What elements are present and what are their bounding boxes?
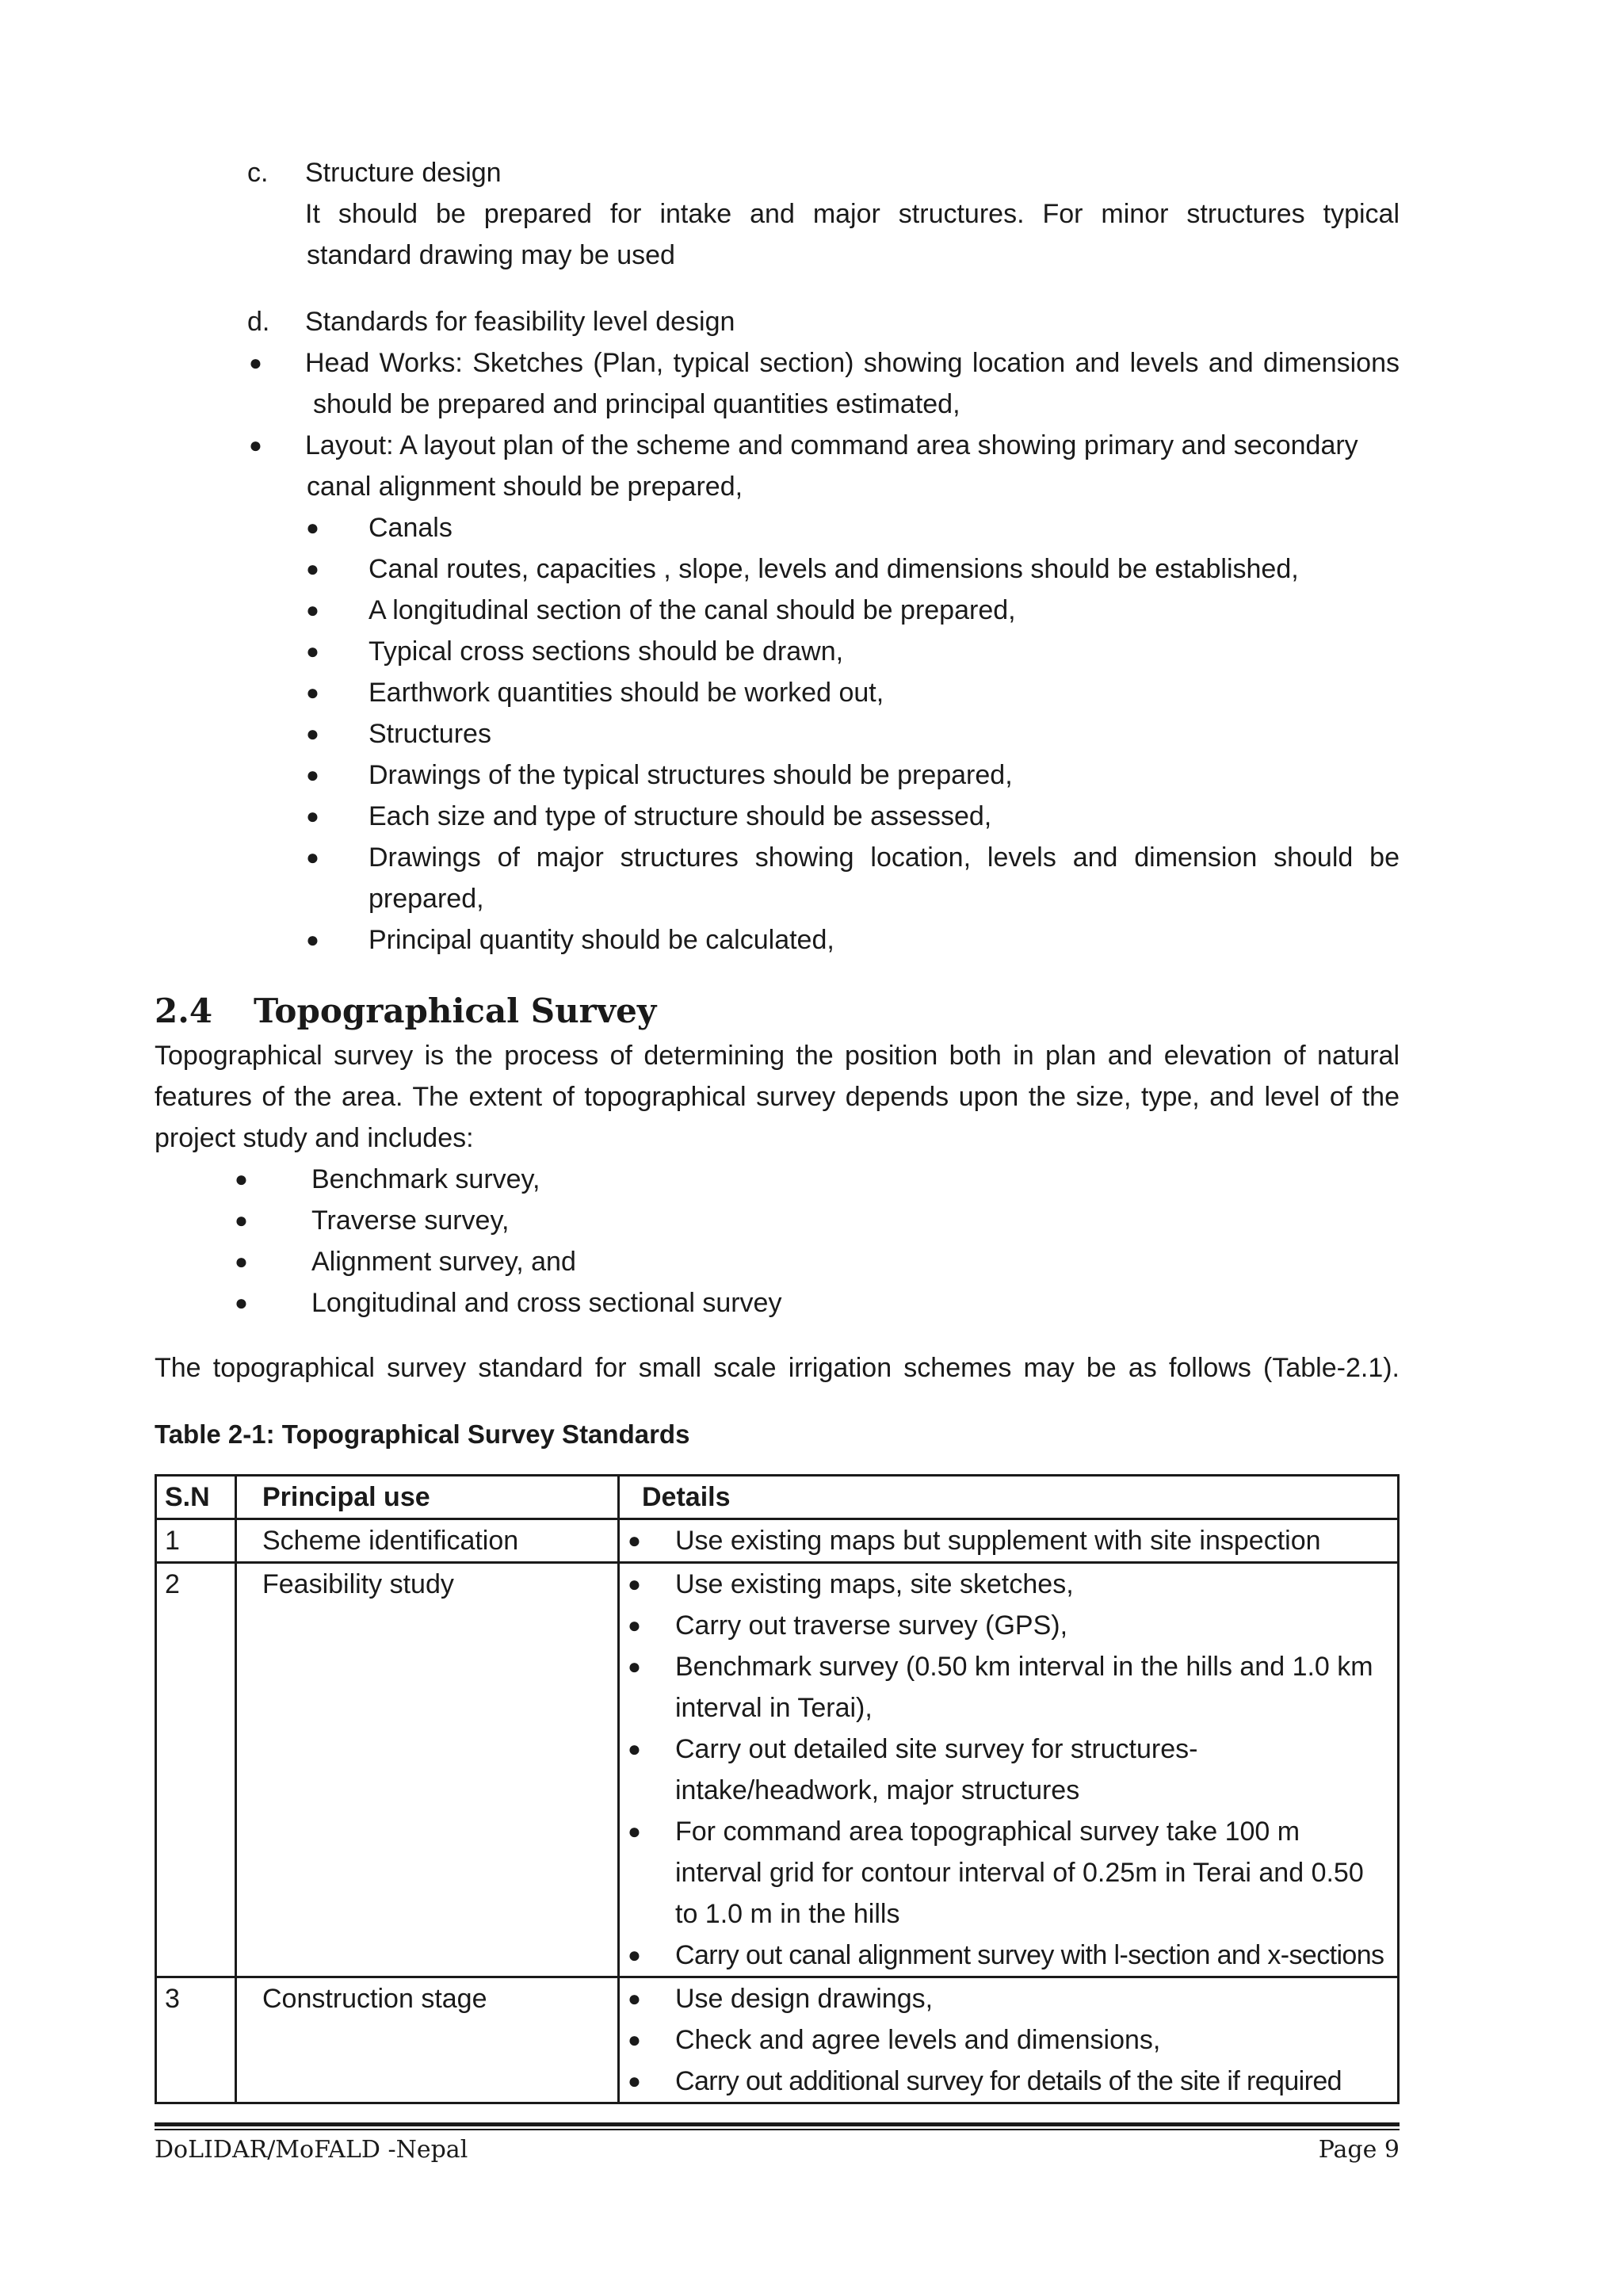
bullet-icon: ● [306, 721, 319, 746]
detail-item: ● Carry out detailed site survey for structures-intake/headwork, major structures [620, 1729, 1397, 1811]
cell-principal-use: Scheme identification [236, 1519, 619, 1563]
sub-item: Each size and type of structure should be assessed, [369, 801, 992, 831]
footer-page-number: Page 9 [1318, 2136, 1400, 2164]
footer-rule-thin [155, 2129, 1400, 2130]
section-c-marker: c. [247, 158, 269, 188]
cell-details [619, 1977, 1399, 2103]
survey-item: Benchmark survey, [311, 1164, 540, 1194]
bullet-icon: ● [628, 2027, 641, 2052]
bullet-icon: ● [249, 350, 262, 375]
bullet-icon: ● [628, 1819, 641, 1843]
bullet-icon: ● [306, 762, 319, 787]
headworks-line2: should be prepared and principal quantities estimated, [313, 389, 960, 419]
survey-item: Longitudinal and cross sectional survey [311, 1288, 782, 1318]
survey-standards-table [155, 1474, 1400, 2104]
cell-principal-use: Construction stage [236, 1977, 619, 2103]
detail-item: ● Carry out additional survey for details of the site if required [620, 2061, 1397, 2102]
cell-sn: 3 [156, 1977, 236, 2103]
paragraph-line3: project study and includes: [155, 1123, 474, 1153]
bullet-icon: ● [306, 680, 319, 705]
detail-item: ● Use existing maps but supplement with site inspection [620, 1520, 1397, 1561]
sub-item: Structures [369, 719, 491, 749]
sub-item-continuation: prepared, [369, 884, 484, 914]
bullet-icon: ● [628, 1736, 641, 1761]
cell-sn: 1 [156, 1519, 236, 1563]
paragraph-line1: Topographical survey is the process of determining the position both in plan and elevation of natural [155, 1041, 1400, 1071]
bullet-icon: ● [306, 598, 319, 622]
bullet-icon: ● [628, 1528, 641, 1553]
table-row [156, 1563, 1399, 1977]
bullet-icon: ● [249, 433, 262, 457]
cell-details [619, 1519, 1399, 1563]
detail-item: ● Carry out traverse survey (GPS), [620, 1605, 1397, 1646]
sub-item: Earthwork quantities should be worked out, [369, 678, 884, 708]
paragraph-line2: features of the area. The extent of topographical survey depends upon the size, type, and level of the [155, 1082, 1400, 1112]
detail-item: ● Check and agree levels and dimensions, [620, 2019, 1397, 2061]
header-details: Details [619, 1476, 1399, 1519]
table-caption: Table 2-1: Topographical Survey Standards [155, 1419, 690, 1449]
headworks-line1: Head Works: Sketches (Plan, typical section) showing location and levels and dimensions [305, 348, 1400, 378]
detail-item: ● Benchmark survey (0.50 km interval in the hills and 1.0 km interval in Terai), [620, 1646, 1397, 1729]
bullet-icon: ● [306, 515, 319, 540]
sub-item: A longitudinal section of the canal should be prepared, [369, 595, 1016, 625]
survey-item: Traverse survey, [311, 1205, 510, 1236]
bullet-icon: ● [628, 1986, 641, 2011]
bullet-icon: ● [628, 1572, 641, 1596]
header-sn: S.N [156, 1476, 236, 1519]
section-c-title: Structure design [305, 158, 502, 188]
sub-item: Drawings of the typical structures should be prepared, [369, 760, 1013, 790]
bullet-icon: ● [306, 556, 319, 581]
section-c-line2: standard drawing may be used [307, 240, 675, 270]
sub-item: Principal quantity should be calculated, [369, 925, 834, 955]
cell-details [619, 1563, 1399, 1977]
section-d-title: Standards for feasibility level design [305, 307, 735, 337]
standard-sentence: The topographical survey standard for small scale irrigation schemes may be as follows (Table-2.1). [155, 1353, 1400, 1383]
bullet-icon: ● [235, 1290, 248, 1315]
cell-principal-use: Feasibility study [236, 1563, 619, 1977]
table-header-row [156, 1476, 1399, 1519]
footer-left: DoLIDAR/MoFALD -Nepal [155, 2136, 468, 2164]
table-row [156, 1519, 1399, 1563]
section-number: 2.4 [155, 991, 213, 1030]
layout-line2: canal alignment should be prepared, [307, 472, 743, 502]
survey-item: Alignment survey, and [311, 1247, 576, 1277]
section-d-marker: d. [247, 307, 270, 337]
bullet-icon: ● [306, 804, 319, 828]
layout-line1: Layout: A layout plan of the scheme and command area showing primary and secondary [305, 430, 1358, 460]
bullet-icon: ● [628, 1654, 641, 1679]
header-principal-use: Principal use [236, 1476, 619, 1519]
section-c-line1: It should be prepared for intake and major structures. For minor structures typical [305, 199, 1400, 229]
bullet-icon: ● [628, 2069, 641, 2093]
sub-item: Canals [369, 513, 453, 543]
table-row [156, 1977, 1399, 2103]
footer-rule [155, 2122, 1400, 2126]
detail-item: ● Use existing maps, site sketches, [620, 1564, 1397, 1605]
bullet-icon: ● [235, 1208, 248, 1232]
cell-sn: 2 [156, 1563, 236, 1977]
sub-item: Typical cross sections should be drawn, [369, 636, 844, 667]
sub-item: Canal routes, capacities , slope, levels and dimensions should be established, [369, 554, 1299, 584]
bullet-icon: ● [306, 927, 319, 952]
sub-item: Drawings of major structures showing location, levels and dimension should be [369, 842, 1400, 873]
bullet-icon: ● [628, 1613, 641, 1637]
detail-item: ● For command area topographical survey take 100 m interval grid for contour interval of 0.25m in Terai and 0.50 to 1.0 m in the hills [620, 1811, 1397, 1935]
section-title: Topographical Survey [254, 991, 657, 1030]
bullet-icon: ● [628, 1943, 641, 1967]
bullet-icon: ● [306, 845, 319, 869]
bullet-icon: ● [235, 1249, 248, 1274]
detail-item: ● Use design drawings, [620, 1978, 1397, 2019]
detail-item: ● Carry out canal alignment survey with l-section and x-sections [620, 1935, 1397, 1976]
bullet-icon: ● [306, 639, 319, 663]
bullet-icon: ● [235, 1167, 248, 1191]
